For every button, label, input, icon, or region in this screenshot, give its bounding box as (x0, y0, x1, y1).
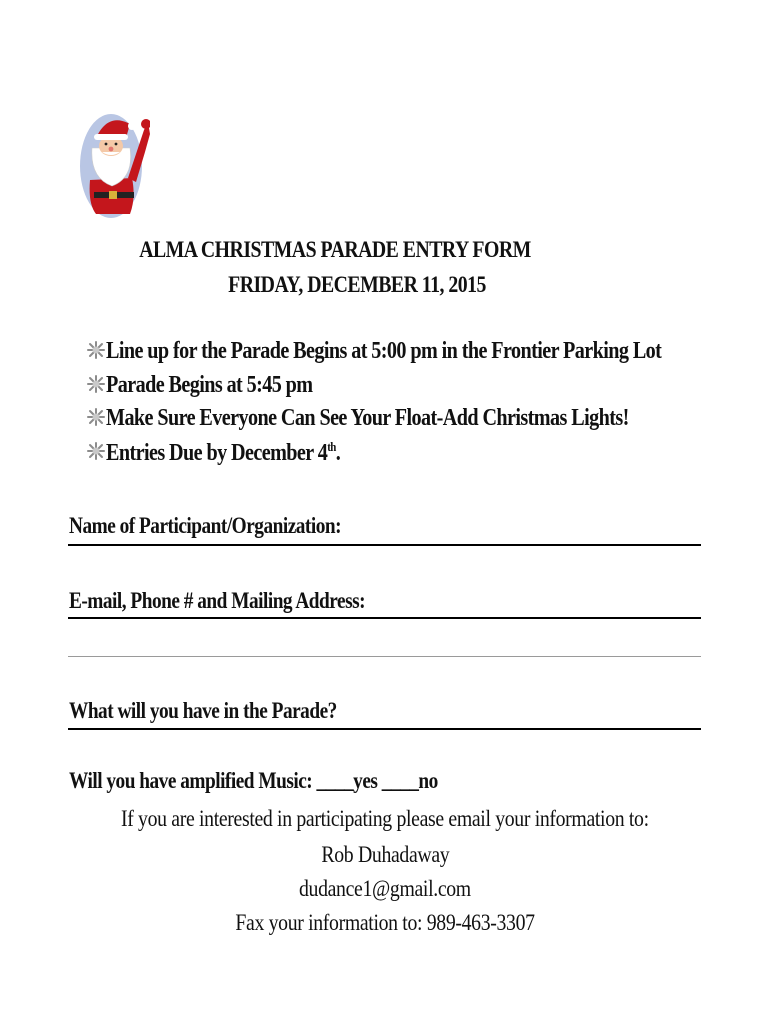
contact-label: E-mail, Phone # and Mailing Address: (69, 588, 366, 613)
snowflake-icon (86, 340, 106, 360)
entries-due-text: Entries Due by December 4 (106, 439, 328, 466)
period: . (335, 439, 341, 466)
contact-input-line[interactable] (68, 617, 701, 619)
event-date: FRIDAY, DECEMBER 11, 2015 (228, 272, 486, 297)
fax-info: Fax your information to: 989-463-3307 (235, 910, 535, 935)
contact-email: dudance1@gmail.com (299, 876, 471, 901)
snowflake-icon (86, 407, 106, 427)
parade-item-label: What will you have in the Parade? (69, 698, 337, 723)
participant-input-line[interactable] (68, 544, 701, 546)
contact-input-line-2[interactable] (68, 656, 701, 657)
form-title: ALMA CHRISTMAS PARADE ENTRY FORM (139, 237, 531, 262)
ordinal-suffix: th (327, 438, 336, 454)
snowflake-icon (86, 374, 106, 394)
amplified-music-question: Will you have amplified Music: ____yes ____no (69, 768, 438, 793)
santa-image (78, 108, 150, 220)
snowflake-icon (86, 441, 106, 461)
participant-label: Name of Participant/Organization: (69, 513, 342, 538)
parade-item-input-line[interactable] (68, 728, 701, 730)
contact-name: Rob Duhadaway (321, 842, 449, 867)
contact-intro: If you are interested in participating please email your information to: (121, 806, 649, 831)
